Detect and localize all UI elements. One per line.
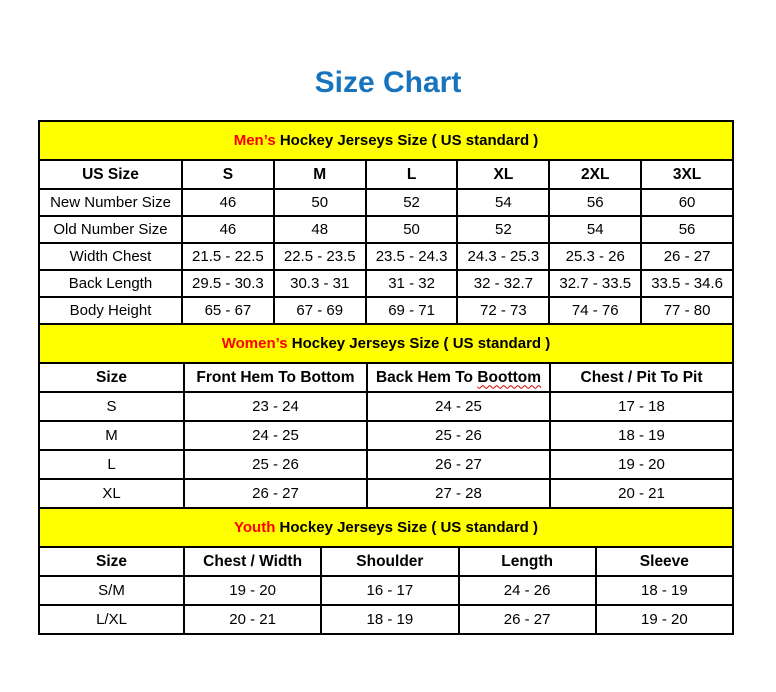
cell-value: 18 - 19 — [596, 576, 733, 605]
womens-size-table — [38, 323, 734, 509]
mens-row-body-height — [39, 297, 733, 324]
row-label: S/M — [39, 576, 184, 605]
row-label: New Number Size — [39, 189, 182, 216]
youth-banner-accent: Youth — [234, 519, 276, 536]
cell-value: 17 - 18 — [550, 392, 733, 421]
cell-value: 46 — [182, 189, 274, 216]
mens-header-l: L — [366, 160, 458, 189]
cell-value: 31 - 32 — [366, 270, 458, 297]
cell-value: 24 - 25 — [184, 421, 367, 450]
womens-banner — [39, 324, 733, 363]
mens-row-old-number-size — [39, 216, 733, 243]
mens-banner — [39, 121, 733, 160]
youth-row-lxl — [39, 605, 733, 634]
cell-value: 54 — [549, 216, 641, 243]
cell-value: 19 - 20 — [184, 576, 321, 605]
womens-header-chest: Chest / Pit To Pit — [550, 363, 733, 392]
row-label: M — [39, 421, 184, 450]
row-label: XL — [39, 479, 184, 508]
cell-value: 24 - 25 — [367, 392, 550, 421]
cell-value: 27 - 28 — [367, 479, 550, 508]
cell-value: 24 - 26 — [459, 576, 596, 605]
cell-value: 24.3 - 25.3 — [457, 243, 549, 270]
cell-value: 20 - 21 — [550, 479, 733, 508]
youth-header-length: Length — [459, 547, 596, 576]
womens-row-xl — [39, 479, 733, 508]
mens-banner-rest: Hockey Jerseys Size ( US standard ) — [275, 132, 539, 149]
mens-header-m: M — [274, 160, 366, 189]
mens-header-s: S — [182, 160, 274, 189]
row-label: Width Chest — [39, 243, 182, 270]
row-label: Old Number Size — [39, 216, 182, 243]
cell-value: 20 - 21 — [184, 605, 321, 634]
mens-row-width-chest — [39, 243, 733, 270]
mens-size-table — [38, 120, 734, 325]
mens-banner-accent: Men’s — [233, 132, 276, 149]
cell-value: 56 — [641, 216, 733, 243]
cell-value: 69 - 71 — [366, 297, 458, 324]
mens-row-back-length — [39, 270, 733, 297]
cell-value: 32 - 32.7 — [457, 270, 549, 297]
mens-banner-row — [39, 121, 733, 160]
womens-row-l — [39, 450, 733, 479]
cell-value: 48 — [274, 216, 366, 243]
womens-header-front-hem: Front Hem To Bottom — [184, 363, 367, 392]
cell-value: 67 - 69 — [274, 297, 366, 324]
cell-value: 50 — [366, 216, 458, 243]
cell-value: 18 - 19 — [550, 421, 733, 450]
cell-value: 56 — [549, 189, 641, 216]
row-label: L/XL — [39, 605, 184, 634]
cell-value: 29.5 - 30.3 — [182, 270, 274, 297]
row-label: L — [39, 450, 184, 479]
mens-header-3xl: 3XL — [641, 160, 733, 189]
womens-row-s — [39, 392, 733, 421]
womens-header-back-hem-prefix: Back Hem To — [375, 368, 478, 386]
womens-banner-rest: Hockey Jerseys Size ( US standard ) — [287, 335, 551, 352]
cell-value: 25 - 26 — [184, 450, 367, 479]
cell-value: 19 - 20 — [596, 605, 733, 634]
cell-value: 54 — [457, 189, 549, 216]
womens-header-size: Size — [39, 363, 184, 392]
cell-value: 26 - 27 — [459, 605, 596, 634]
womens-banner-accent: Women’s — [221, 335, 288, 352]
row-label: Body Height — [39, 297, 182, 324]
cell-value: 26 - 27 — [367, 450, 550, 479]
mens-header-us-size: US Size — [39, 160, 182, 189]
cell-value: 33.5 - 34.6 — [641, 270, 733, 297]
cell-value: 16 - 17 — [321, 576, 458, 605]
size-chart-tables — [38, 120, 734, 635]
cell-value: 60 — [641, 189, 733, 216]
youth-header-row — [39, 547, 733, 576]
womens-header-back-hem — [367, 363, 550, 392]
cell-value: 50 — [274, 189, 366, 216]
cell-value: 52 — [366, 189, 458, 216]
youth-banner-row — [39, 508, 733, 547]
mens-row-new-number-size — [39, 189, 733, 216]
youth-header-sleeve: Sleeve — [596, 547, 733, 576]
youth-banner — [39, 508, 733, 547]
cell-value: 25.3 - 26 — [549, 243, 641, 270]
womens-row-m — [39, 421, 733, 450]
cell-value: 30.3 - 31 — [274, 270, 366, 297]
womens-header-row — [39, 363, 733, 392]
womens-banner-row — [39, 324, 733, 363]
cell-value: 22.5 - 23.5 — [274, 243, 366, 270]
cell-value: 74 - 76 — [549, 297, 641, 324]
cell-value: 32.7 - 33.5 — [549, 270, 641, 297]
youth-banner-rest: Hockey Jerseys Size ( US standard ) — [275, 519, 538, 536]
row-label: Back Length — [39, 270, 182, 297]
cell-value: 21.5 - 22.5 — [182, 243, 274, 270]
womens-header-back-hem-misspelled-word: Boottom — [477, 368, 542, 386]
cell-value: 25 - 26 — [367, 421, 550, 450]
page-title: Size Chart — [314, 66, 462, 99]
mens-header-xl: XL — [457, 160, 549, 189]
cell-value: 72 - 73 — [457, 297, 549, 324]
cell-value: 26 - 27 — [184, 479, 367, 508]
youth-header-size: Size — [39, 547, 184, 576]
cell-value: 26 - 27 — [641, 243, 733, 270]
cell-value: 18 - 19 — [321, 605, 458, 634]
cell-value: 52 — [457, 216, 549, 243]
cell-value: 23.5 - 24.3 — [366, 243, 458, 270]
cell-value: 19 - 20 — [550, 450, 733, 479]
youth-header-shoulder: Shoulder — [321, 547, 458, 576]
cell-value: 77 - 80 — [641, 297, 733, 324]
mens-header-row — [39, 160, 733, 189]
row-label: S — [39, 392, 184, 421]
youth-size-table — [38, 507, 734, 635]
youth-header-chest-width: Chest / Width — [184, 547, 321, 576]
cell-value: 65 - 67 — [182, 297, 274, 324]
mens-header-2xl: 2XL — [549, 160, 641, 189]
cell-value: 46 — [182, 216, 274, 243]
youth-row-sm — [39, 576, 733, 605]
cell-value: 23 - 24 — [184, 392, 367, 421]
